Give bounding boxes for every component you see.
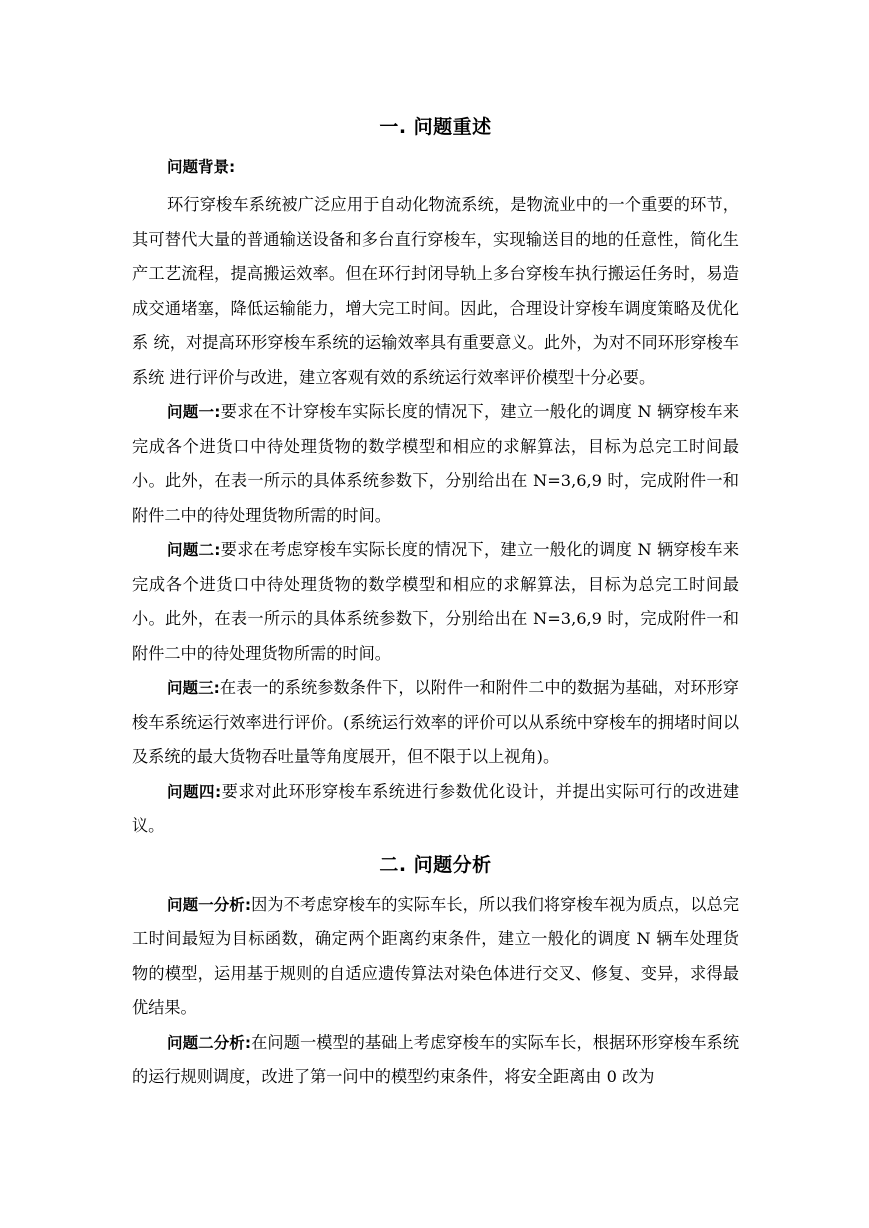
problem-four-label: 问题四: <box>167 782 222 801</box>
problem-three-paragraph <box>132 671 739 775</box>
analysis-two-label: 问题二分析: <box>167 1033 252 1052</box>
problem-four-text: 要求对此环形穿梭车系统进行参数优化设计，并提出实际可行的改进建议。 <box>132 781 740 835</box>
problem-one-text: 要求在不计穿梭车实际长度的情况下，建立一般化的调度 N 辆穿梭车来完成各个进货口中待处理货物的数学模型和相应的求解算法，目标为总完工时间最小。此外，在表一所示的具体系统参数下，分别给出在 N=3,6,9 时，完成附件一和附件二中的待处理货物所需的时间。 <box>132 402 740 525</box>
problem-one-label: 问题一: <box>167 403 221 421</box>
background-paragraph <box>132 188 739 395</box>
problem-four-paragraph <box>132 775 739 844</box>
section-title-analysis: 二. 问题分析 <box>379 853 492 876</box>
background-heading: 问题背景: <box>167 158 236 176</box>
problem-three-text: 在表一的系统参数条件下，以附件一和附件二中的数据为基础，对环形穿梭车系统运行效率进行评价。(系统运行效率的评价可以从系统中穿梭车的拥堵时间以及系统的最大货物吞吐量等角度展开，但不限于以上视角)。 <box>132 678 739 766</box>
problem-one-paragraph <box>132 395 739 533</box>
analysis-one-label: 问题一分析: <box>167 895 252 914</box>
analysis-two-text: 在问题一模型的基础上考虑穿梭车的实际车长，根据环形穿梭车系统的运行规则调度，改进了第一问中的模型约束条件，将安全距离由 0 改为 <box>132 1032 740 1086</box>
problem-two-text: 要求在考虑穿梭车实际长度的情况下，建立一般化的调度 N 辆穿梭车来完成各个进货口中待处理货物的数学模型和相应的求解算法，目标为总完工时间最小。此外，在表一所示的具体系统参数下，分别给出在 N=3,6,9 时，完成附件一和附件二中的待处理货物所需的时间。 <box>132 540 740 663</box>
section-title-restatement: 一. 问题重述 <box>379 116 492 138</box>
problem-two-label: 问题二: <box>167 541 221 559</box>
background-text: 环行穿梭车系统被广泛应用于自动化物流系统，是物流业中的一个重要的环节，其可替代大量的普通输送设备和多台直行穿梭车，实现输送目的地的任意性，简化生产工艺流程，提高搬运效率。但在环行封闭导轨上多台穿梭车执行搬运任务时，易造 成交通堵塞，降低运输能力，增大完工时间。因此，合理设计穿梭车调度策略及优化系 统，对提高环形穿梭车系统的运输效率具有重要意义。此外，为对不同环形穿梭车系统 进行评价与改进，建立客观有效的系统运行效率评价模型十分必要。 <box>132 195 739 387</box>
analysis-two-paragraph <box>132 1026 739 1095</box>
problem-three-label: 问题三: <box>167 679 220 697</box>
analysis-one-paragraph <box>132 888 739 1026</box>
analysis-one-text: 因为不考虑穿梭车的实际车长，所以我们将穿梭车视为质点，以总完工时间最短为目标函数，确定两个距离约束条件，建立一般化的调度 N 辆车处理货物的模型，运用基于规则的自适应遗传算法对染色体进行交叉、修复、变异，求得最优结果。 <box>132 894 740 1017</box>
problem-two-paragraph <box>132 533 739 671</box>
